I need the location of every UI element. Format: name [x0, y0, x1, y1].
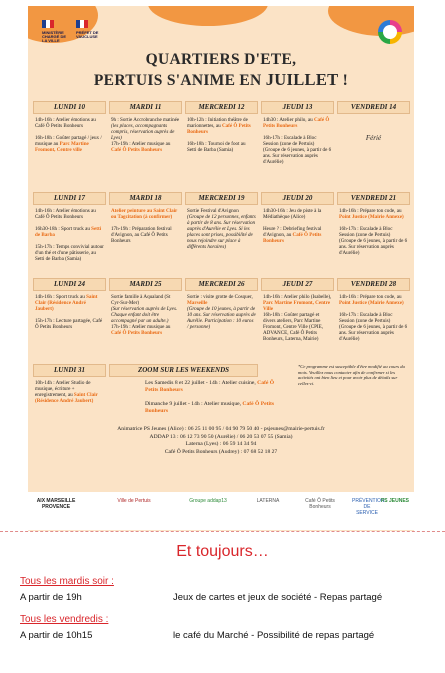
- time-mardis: A partir de 19h: [20, 592, 82, 603]
- event-cell: 14h-16h : Prépare ton code, au Point Justice (Mairie Annexe) 16h-17h : Escalade à Bloc Session (zone de Pertuis) (Groupe de 6 jeunes, à partir de 6 ans. Sur réservation auprès d'Aurélie): [339, 208, 408, 256]
- week-2: [33, 192, 410, 205]
- contact-line: ADDAP 13 : 06 12 73 90 50 (Aurélie) / 06 20 53 07 55 (Samia): [149, 433, 293, 440]
- day-header: LUNDI 17: [33, 192, 106, 205]
- zoom-weekends-header: ZOOM SUR LES WEEKENDS: [109, 364, 258, 377]
- event-cell: Sortie famille à Aqualand (St Cyr-Sur-Mer) (Sur réservation auprès de Lyes. Chaque enfant doit être accompagné par un adulte.) 17h-19h : Atelier musique au Café Ô Petits Bonheurs: [111, 294, 178, 336]
- contact-line: Café Ô Petits Bonheurs (Audrey) : 07 68 52 18 27: [164, 448, 278, 455]
- event-cell: 14h30-16h : Jeu de piste à la Médiathèque (Alice) Heure ? : Debriefing festival d'Avignon, au Café Ô Petits Bonheurs: [263, 208, 322, 244]
- day-header: VENDREDI 14: [337, 101, 410, 114]
- event-cell: 14h-16h : Atelier philo (Isabelle), Parc Martine Fromont, Centre Ville 16h-18h : Goûter partagé et divers ateliers, Parc Martine Fromont, Centre Ville (CPIE, ADVANCE, Café Ô Petits Bonheurs, Laterna, Mairie): [263, 294, 332, 342]
- logo-laterna: LATERNA: [256, 498, 280, 504]
- event-cell: Atelier peinture au Saint Clair ou Tagcitation (à confirmer) 17h-19h : Préparation festival d'Avignon, au Café Ô Petits Bonheurs: [111, 208, 178, 244]
- week-2-cells: [33, 205, 410, 281]
- day-header: JEUDI 20: [261, 192, 334, 205]
- programme-notice: *Ce programme est susceptible d'être modifié au cours du mois. Veuillez nous contacter afin de confirmer si les activités ont bien lieu et pour avoir plus de détails sur celles-ci.: [298, 364, 405, 386]
- logo-cafe: Café Ô Petits Bonheurs: [305, 498, 335, 510]
- prefet-text: PRÉFET DE VAUCLUSE: [76, 30, 99, 39]
- day-header: JEUDI 27: [261, 278, 334, 291]
- activity-mardis: Jeux de cartes et jeux de société - Repas partagé: [173, 592, 383, 603]
- week-1-cells: [33, 114, 410, 186]
- day-header: LUNDI 10: [33, 101, 106, 114]
- day-header: VENDREDI 21: [337, 192, 410, 205]
- weekend-events: Les Samedis 8 et 22 juillet - 14h : Atelier cuisine, Café Ô Petits Bonheurs Dimanche 9 juillet - 14h : Atelier musique, Café Ô Petits Bonheurs: [145, 380, 275, 414]
- logo-ps-jeunes: PS JEUNES: [380, 498, 410, 504]
- contact-line: Laterna (Lyes) : 06 59 14 34 94: [185, 441, 257, 448]
- week-1: [33, 101, 410, 114]
- logo-ministere: [42, 20, 112, 46]
- event-cell: Sortie Festival d'Avignon (Groupe de 12 personnes, enfants à partir de 8 ans. Sur réservation auprès d'Aurélie et Lyes. Si les places sont prises, possibilité de nous rejoindre sur place à différents horaires): [187, 208, 256, 250]
- logo-addap13: Groupe addap13: [189, 498, 227, 504]
- contact-line: Animatrice PS Jeunes (Alice) : 06 25 11 00 95 / 04 90 79 50 40 - psjeunes@mairie-pertuis.fr: [117, 426, 325, 432]
- event-cell: 14h-16h : Atelier émotions au Café Ô Petits Bonheurs 16h-18h : Goûter partagé / jeux / musique au Parc Martine Fromont, Centre ville: [35, 117, 102, 153]
- paint-splash: [148, 6, 268, 26]
- logo-aix-marseille: AIX MARSEILLE PROVENCE: [36, 498, 76, 510]
- poster-title-line1: QUARTIERS D'ETE,: [145, 51, 297, 68]
- day-header: MERCREDI 19: [185, 192, 258, 205]
- flag-icon: [76, 20, 88, 28]
- logo-ville-pertuis: Ville de Pertuis: [117, 498, 151, 504]
- event-cell: 14h-16h : Prépare ton code, au Point Justice (Mairie Annexe) 16h-17h : Escalade à Bloc Session (zone de Pertuis) (Groupe de 6 jeunes, à partir de 6 ans. Sur réservation auprès d'Aurélie): [339, 294, 408, 342]
- poster-title-line2: PERTUIS S'ANIME EN JUILLET !: [93, 70, 349, 89]
- event-cell: 14h-16h : Sport truck au Saint Clair (Résidence André Jaubert) 15h-17h : Lecture partagée, Café Ô Petits Bonheurs: [35, 294, 103, 330]
- event-cell: Sortie : visite grotte de Cosquer, Marseille (Groupe de 10 jeunes, à partir de 10 ans. Sur réservation auprès de Aurélie. Participation : 10 euros / personne): [187, 294, 256, 330]
- section-heading: Et toujours…: [176, 543, 269, 560]
- event-cell: 14h-16h : Atelier émotions au Café Ô Petits Bonheurs 16h30-18h : Sport truck au Setti de Barba 15h-17h : Temps convivial autour d'un thé et d'une pâtisserie, au Setti de Barba (Samia): [35, 208, 104, 262]
- day-header: LUNDI 24: [33, 278, 106, 291]
- section-title-mardis: Tous les mardis soir :: [20, 576, 114, 587]
- week-3-cells: [33, 291, 410, 363]
- event-cell: 14h30 : Atelier philo, au Café Ô Petits Bonheurs 16h-17h : Escalade à Bloc Session (zone de Pertuis) (Groupe de 6 jeunes, à partir de 6 ans. Sur réservation auprès d'Aurélie): [263, 117, 332, 165]
- logo-round: [378, 20, 402, 44]
- activity-vendredis: le café du Marché - Possibilité de repas partagé: [173, 630, 375, 641]
- day-header: MARDI 18: [109, 192, 182, 205]
- day-header: JEUDI 13: [261, 101, 334, 114]
- day-header: MERCREDI 26: [185, 278, 258, 291]
- time-vendredis: A partir de 10h15: [20, 630, 93, 641]
- event-cell: Férié: [365, 134, 382, 142]
- partner-logos: [28, 492, 414, 530]
- day-header: MERCREDI 12: [185, 101, 258, 114]
- day-header: MARDI 11: [109, 101, 182, 114]
- week-3: [33, 278, 410, 291]
- flag-icon: [42, 20, 54, 28]
- day-header: MARDI 25: [109, 278, 182, 291]
- dashed-divider: [0, 531, 445, 532]
- day-header: LUNDI 31: [33, 364, 106, 377]
- logo-prevention: PRÉVENTION DE SERVICE: [352, 498, 385, 516]
- event-cell: 10h-12h : Initiation théâtre de marionnettes, au Café Ô Petits Bonheurs 16h-18h : Tournoi de foot au Setti de Barba (Samia): [187, 117, 251, 153]
- contacts: [28, 426, 414, 456]
- ministere-text: MINISTÈRE CHARGÉ DE LA VILLE: [42, 30, 67, 43]
- event-cell: 9h : Sortie Accrobranche matinée (les places, accompagnants compris, réservation auprès de Lyes) 17h-19h : Atelier musique au Café Ô Petits Bonheurs: [111, 117, 180, 153]
- event-cell: 10h-14h : Atelier Studio de musique, écriture + enregistrement, au Saint Clair (Résidence André Jaubert): [35, 380, 98, 404]
- poster: [28, 6, 414, 531]
- day-header: VENDREDI 28: [337, 278, 410, 291]
- section-title-vendredis: Tous les vendredis :: [20, 614, 109, 625]
